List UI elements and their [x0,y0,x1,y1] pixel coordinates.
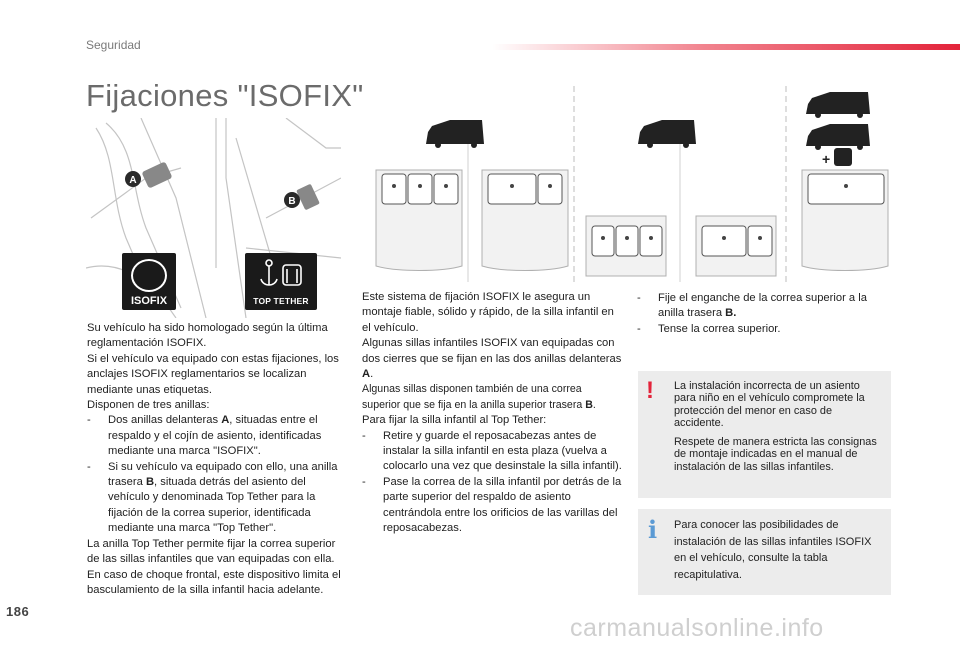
warning-icon: ! [646,377,654,404]
section-label: Seguridad [86,38,141,52]
list-item-text: Retire y guarde el reposacabezas antes de instalar la silla infantil en esta plaza (vuelva a colocarlo una vez que desinstale la silla infantil). [383,429,622,473]
ring-b-ref: B. [725,307,737,320]
header-accent-bar [492,44,960,50]
info-icon: i [648,515,658,544]
list-item [362,475,622,537]
warning-box [638,371,891,498]
ring-a-ref: A [221,414,230,427]
list-item-text: Pase la correa de la silla infantil por detrás de la parte superior del respaldo de asiento centrándola entre los orificios de las varillas del reposacabezas. [383,475,622,535]
list-item [637,291,892,322]
paragraph-text: . [370,368,374,381]
fixing-intro: Para fijar la silla infantil al Top Tether: [362,414,547,427]
list-item-text: Tense la correa superior. [658,322,781,335]
ring-a-ref: A [362,368,371,381]
dash-bullet: - [637,322,641,335]
page-title: Fijaciones "ISOFIX" [86,78,364,113]
van-icon [806,124,870,146]
list-item [362,429,622,475]
middle-column-text [362,290,622,537]
list-item-text: Dos anillas delanteras [108,414,222,427]
watermark: carmanualsonline.info [570,614,824,642]
top-tether-paragraph: La anilla Top Tether permite fijar la correa superior de las sillas infantiles que van equipadas con ella. En caso de choque frontal, este dispositivo limita el basculamiento de la silla infantil hacia adelante. [87,537,341,596]
list-item-text: Si su vehículo va equipado con ello, una anilla trasera [108,460,338,489]
ring-b-ref: B [145,476,155,489]
homologation-paragraph: Su vehículo ha sido homologado según la última reglamentación ISOFIX. [87,322,328,350]
labels-paragraph: Si el vehículo va equipado con estas fijaciones, los anclajes ISOFIX reglamentarios se localizan mediante unas etiquetas. [87,352,339,396]
page-number: 186 [6,604,30,619]
system-paragraph: Este sistema de fijación ISOFIX le asegura un montaje fiable, sólido y rápido, de la silla infantil en el vehículo. [362,291,614,334]
list-item-text: Fije el enganche de la correa superior a la anilla trasera [658,292,867,320]
van-icon [426,120,484,144]
list-item [87,413,343,459]
anchor-icon [245,255,317,295]
warning-text-2: Respete de manera estricta las consignas de montaje indicadas en el manual de instalación de las sillas infantiles. [674,436,877,473]
right-column-text [637,291,892,337]
top-tether-badge [245,253,317,310]
van-icon [638,120,696,144]
anchor-a-label: A [129,175,137,186]
isofix-badge [122,253,176,310]
van-icon [806,92,870,114]
anchor-b-label: B [288,196,296,207]
dash-bullet: - [87,460,91,473]
dash-bullet: - [637,292,641,304]
isofix-badge-label: ISOFIX [130,295,168,307]
rings-intro: Disponen de tres anillas: [87,399,210,412]
warning-text-1: La instalación incorrecta de un asiento para niño en el vehículo compromete la protección del menor en caso de accidente. [674,380,865,430]
top-strap-paragraph [362,382,622,413]
ring-b-ref: B [585,398,593,411]
paragraph-text: Algunas sillas infantiles ISOFIX van equipadas con dos cierres que se fijan en las dos anillas delanteras [362,337,622,365]
plus-sign: + [822,151,831,167]
paragraph-text: Algunas sillas disponen también de una correa superior que se fija en la anilla superior trasera [362,383,586,411]
child-seat-icon [131,259,167,292]
left-column-text [87,321,343,598]
top-tether-badge-label: TOP TETHER [253,296,309,306]
seat-configuration-diagrams [362,86,902,282]
info-text: Para conocer las posibilidades de instalación de las sillas infantiles ISOFIX en el vehículo, consulte la tabla recapitulativa. [674,519,872,581]
list-item [637,322,892,337]
list-item-text: , situada detrás del asiento del vehículo y denominada Top Tether para la fijación de la correa superior, identificada mediante una marca "Top Tether". [108,476,316,535]
two-clips-paragraph [362,336,622,382]
dash-bullet: - [362,429,366,442]
list-item-text: , situadas entre el respaldo y el cojín de asiento, identificadas mediante una marca "ISOFIX". [108,414,322,458]
info-box [638,509,891,595]
paragraph-text: . [592,398,596,411]
child-seat-pictogram-icon [834,148,852,166]
dash-bullet: - [87,414,91,427]
dash-bullet: - [362,475,366,488]
list-item [87,460,343,537]
